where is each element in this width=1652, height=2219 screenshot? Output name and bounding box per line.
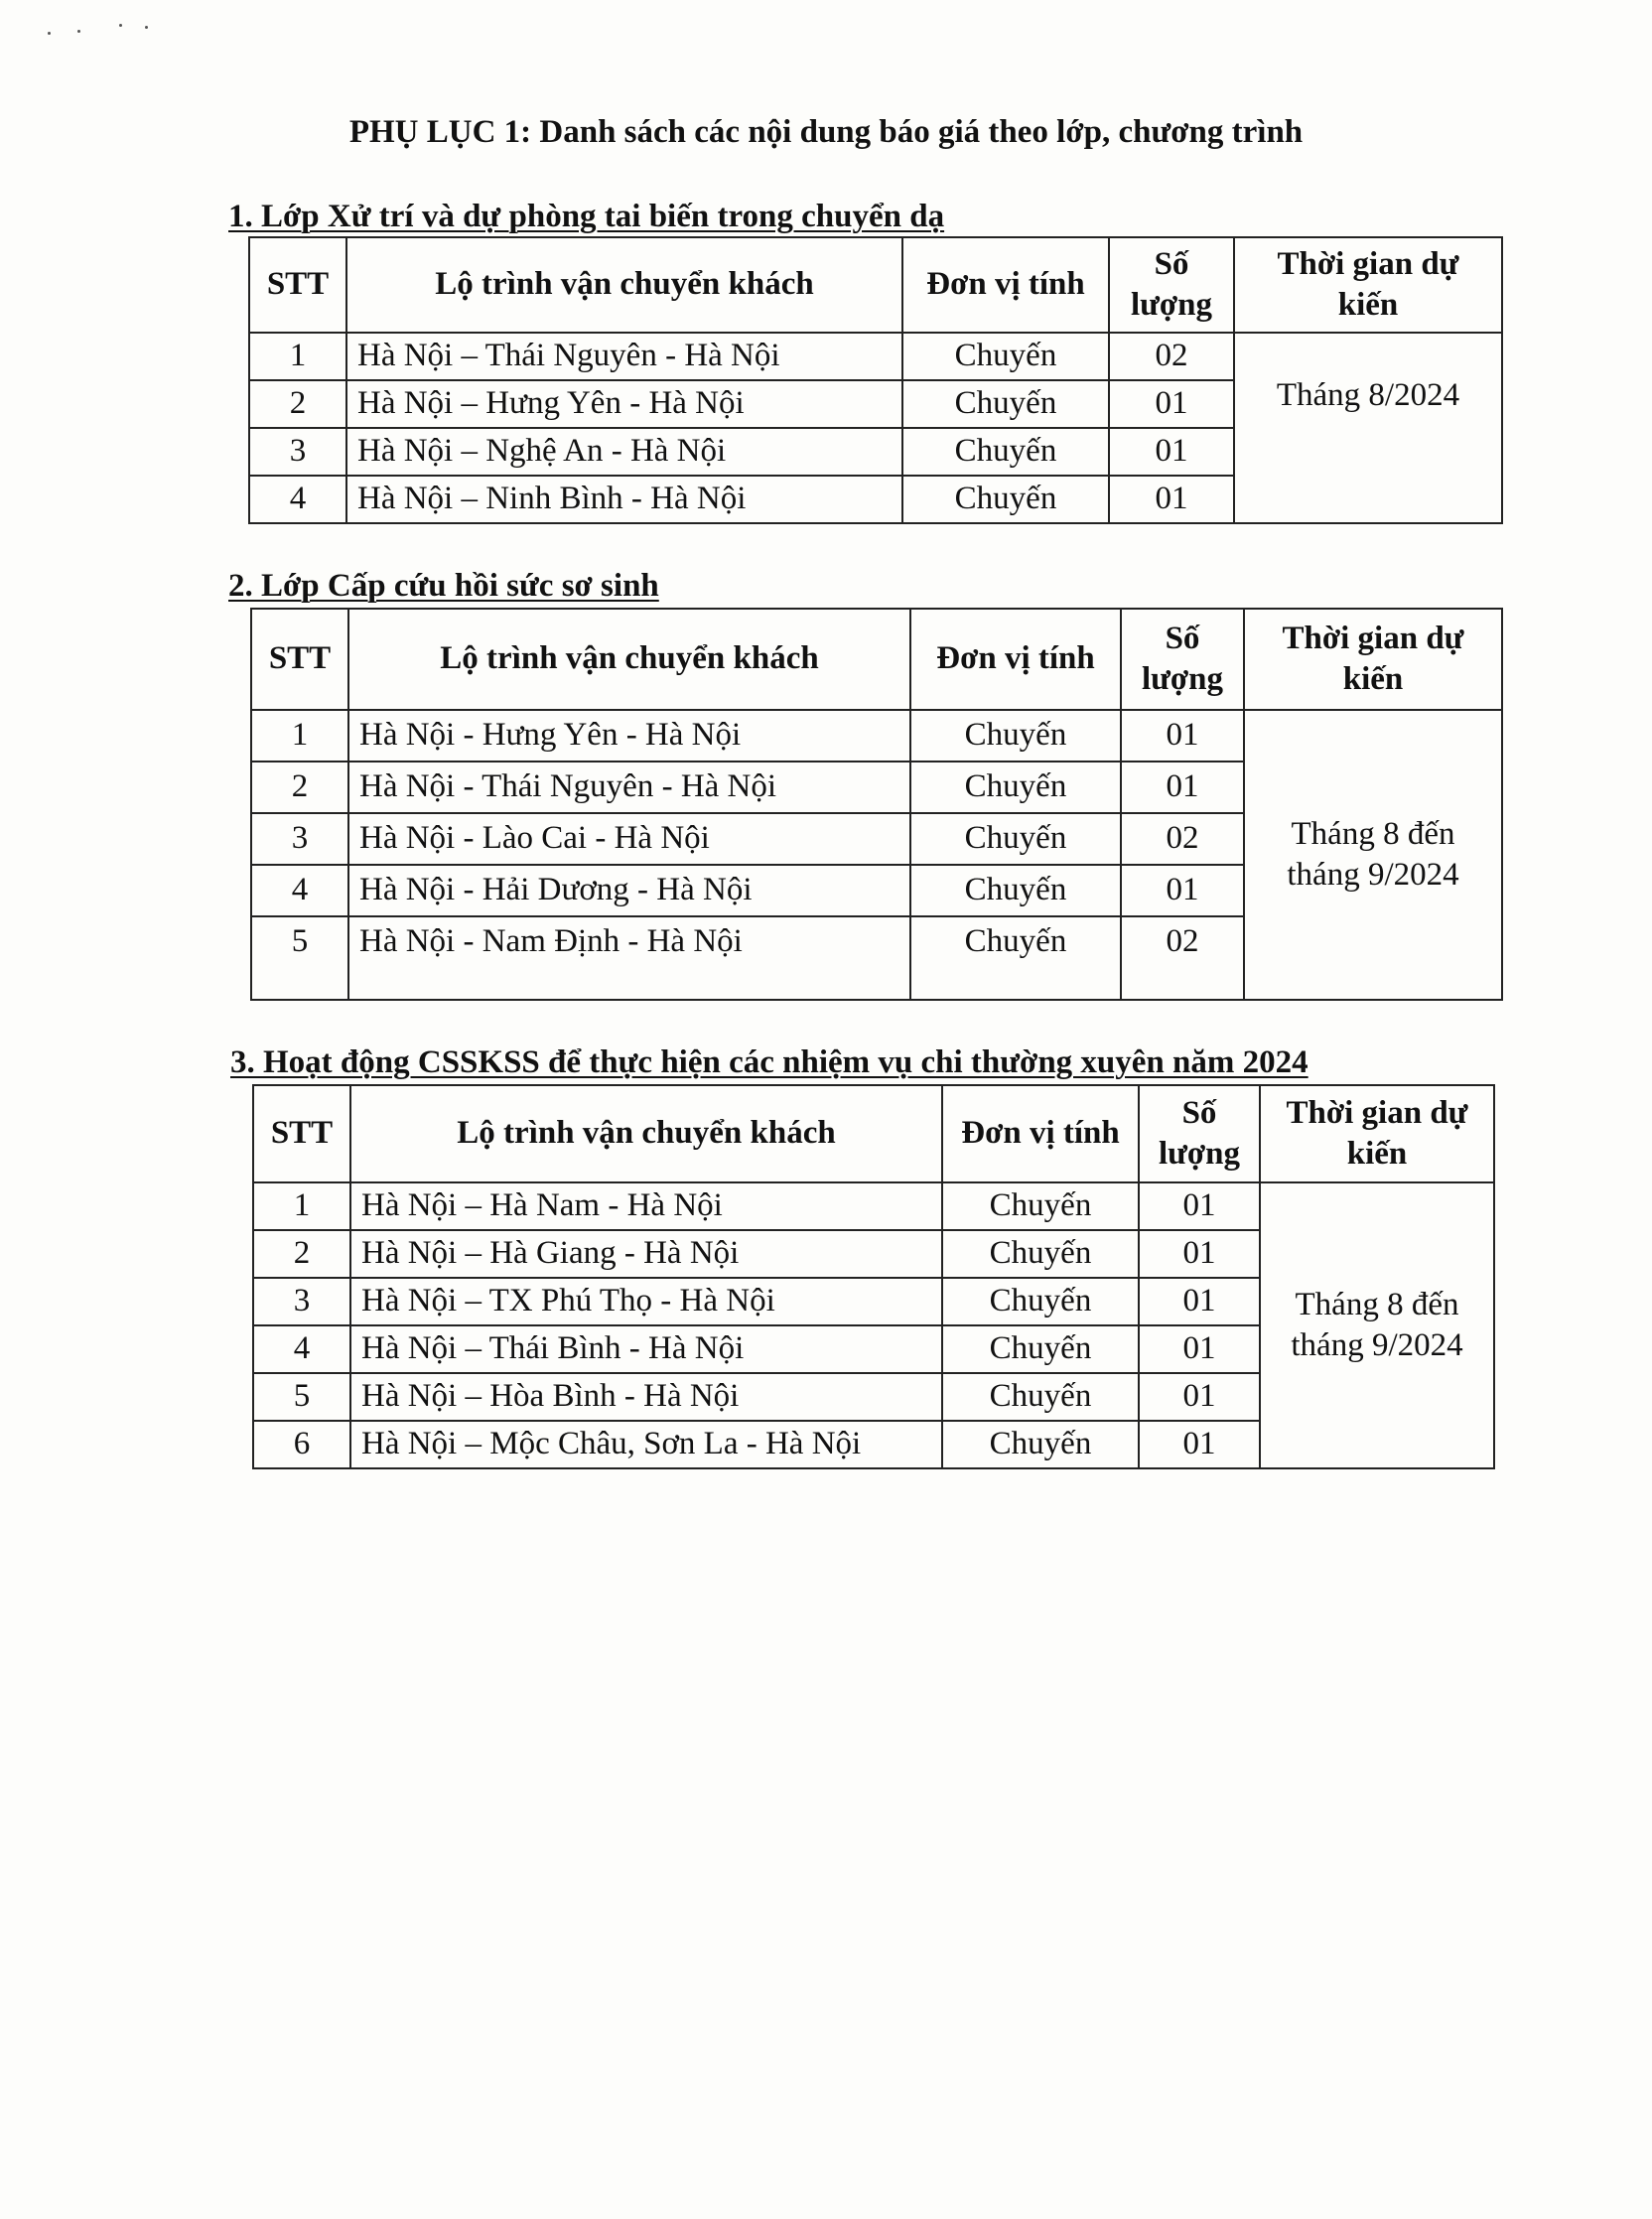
row-unit: Chuyến [942, 1373, 1139, 1421]
section-3-heading: 3. Hoạt động CSSKSS để thực hiện các nhiệm vụ chi thường xuyên năm 2024 [230, 1044, 1308, 1080]
header-stt: STT [251, 609, 348, 710]
row-stt: 3 [253, 1278, 350, 1325]
row-unit: Chuyến [910, 762, 1121, 813]
scan-speck [145, 26, 148, 29]
row-route: Hà Nội – Ninh Bình - Hà Nội [346, 476, 902, 523]
row-unit: Chuyến [942, 1182, 1139, 1230]
time-note: Tháng 8 đến tháng 9/2024 [1244, 710, 1502, 1000]
row-qty: 01 [1139, 1373, 1260, 1421]
row-unit: Chuyến [910, 916, 1121, 1000]
row-qty: 02 [1109, 333, 1234, 380]
row-route: Hà Nội – Hòa Bình - Hà Nội [350, 1373, 942, 1421]
row-qty: 01 [1139, 1278, 1260, 1325]
row-stt: 1 [251, 710, 348, 762]
header-unit: Đơn vị tính [942, 1085, 1139, 1182]
row-unit: Chuyến [902, 428, 1109, 476]
row-stt: 2 [253, 1230, 350, 1278]
row-qty: 01 [1139, 1325, 1260, 1373]
header-unit: Đơn vị tính [902, 237, 1109, 333]
row-qty: 01 [1109, 428, 1234, 476]
row-route: Hà Nội – Nghệ An - Hà Nội [346, 428, 902, 476]
table-row [249, 333, 1502, 380]
row-route: Hà Nội - Hải Dương - Hà Nội [348, 865, 910, 916]
header-route: Lộ trình vận chuyển khách [348, 609, 910, 710]
section-3-table [252, 1084, 1495, 1469]
row-route: Hà Nội – Mộc Châu, Sơn La - Hà Nội [350, 1421, 942, 1468]
row-qty: 01 [1139, 1182, 1260, 1230]
row-route: Hà Nội – TX Phú Thọ - Hà Nội [350, 1278, 942, 1325]
row-stt: 1 [253, 1182, 350, 1230]
row-unit: Chuyến [902, 476, 1109, 523]
scan-speck [119, 24, 122, 27]
row-stt: 6 [253, 1421, 350, 1468]
row-stt: 5 [251, 916, 348, 1000]
table-row [251, 710, 1502, 762]
row-qty: 01 [1139, 1230, 1260, 1278]
row-qty: 02 [1121, 813, 1244, 865]
section-2-heading: 2. Lớp Cấp cứu hồi sức sơ sinh [228, 568, 659, 604]
row-unit: Chuyến [902, 333, 1109, 380]
row-unit: Chuyến [910, 865, 1121, 916]
table-header-row [249, 237, 1502, 333]
row-stt: 5 [253, 1373, 350, 1421]
row-qty: 01 [1121, 710, 1244, 762]
table-row [253, 1182, 1494, 1230]
row-route: Hà Nội - Thái Nguyên - Hà Nội [348, 762, 910, 813]
table-header-row [253, 1085, 1494, 1182]
header-stt: STT [253, 1085, 350, 1182]
row-stt: 4 [253, 1325, 350, 1373]
row-stt: 3 [251, 813, 348, 865]
row-stt: 1 [249, 333, 346, 380]
row-qty: 01 [1121, 865, 1244, 916]
scan-speck [77, 30, 80, 33]
time-note: Tháng 8/2024 [1234, 333, 1502, 523]
row-route: Hà Nội - Lào Cai - Hà Nội [348, 813, 910, 865]
scan-speck [48, 32, 51, 35]
header-route: Lộ trình vận chuyển khách [346, 237, 902, 333]
row-stt: 4 [249, 476, 346, 523]
row-unit: Chuyến [942, 1230, 1139, 1278]
row-route: Hà Nội – Thái Bình - Hà Nội [350, 1325, 942, 1373]
row-qty: 01 [1139, 1421, 1260, 1468]
row-stt: 2 [249, 380, 346, 428]
header-time: Thời gian dự kiến [1244, 609, 1502, 710]
row-route: Hà Nội - Nam Định - Hà Nội [348, 916, 910, 1000]
row-qty: 01 [1109, 476, 1234, 523]
table-header-row [251, 609, 1502, 710]
document-title: PHỤ LỤC 1: Danh sách các nội dung báo giá theo lớp, chương trình [348, 114, 1304, 150]
row-unit: Chuyến [910, 813, 1121, 865]
row-unit: Chuyến [910, 710, 1121, 762]
header-stt: STT [249, 237, 346, 333]
row-qty: 02 [1121, 916, 1244, 1000]
row-stt: 3 [249, 428, 346, 476]
row-route: Hà Nội – Hưng Yên - Hà Nội [346, 380, 902, 428]
header-qty: Số lượng [1109, 237, 1234, 333]
section-1-table [248, 236, 1503, 524]
header-qty: Số lượng [1139, 1085, 1260, 1182]
header-qty: Số lượng [1121, 609, 1244, 710]
row-route: Hà Nội – Hà Giang - Hà Nội [350, 1230, 942, 1278]
row-unit: Chuyến [902, 380, 1109, 428]
time-note: Tháng 8 đến tháng 9/2024 [1260, 1182, 1494, 1468]
row-unit: Chuyến [942, 1325, 1139, 1373]
section-1-heading: 1. Lớp Xử trí và dự phòng tai biến trong chuyển dạ [228, 199, 945, 234]
row-unit: Chuyến [942, 1278, 1139, 1325]
row-qty: 01 [1121, 762, 1244, 813]
section-2-table [250, 608, 1503, 1001]
row-unit: Chuyến [942, 1421, 1139, 1468]
header-route: Lộ trình vận chuyển khách [350, 1085, 942, 1182]
row-stt: 2 [251, 762, 348, 813]
header-time: Thời gian dự kiến [1234, 237, 1502, 333]
header-unit: Đơn vị tính [910, 609, 1121, 710]
row-route: Hà Nội - Hưng Yên - Hà Nội [348, 710, 910, 762]
row-qty: 01 [1109, 380, 1234, 428]
header-time: Thời gian dự kiến [1260, 1085, 1494, 1182]
row-route: Hà Nội – Thái Nguyên - Hà Nội [346, 333, 902, 380]
row-stt: 4 [251, 865, 348, 916]
row-route: Hà Nội – Hà Nam - Hà Nội [350, 1182, 942, 1230]
